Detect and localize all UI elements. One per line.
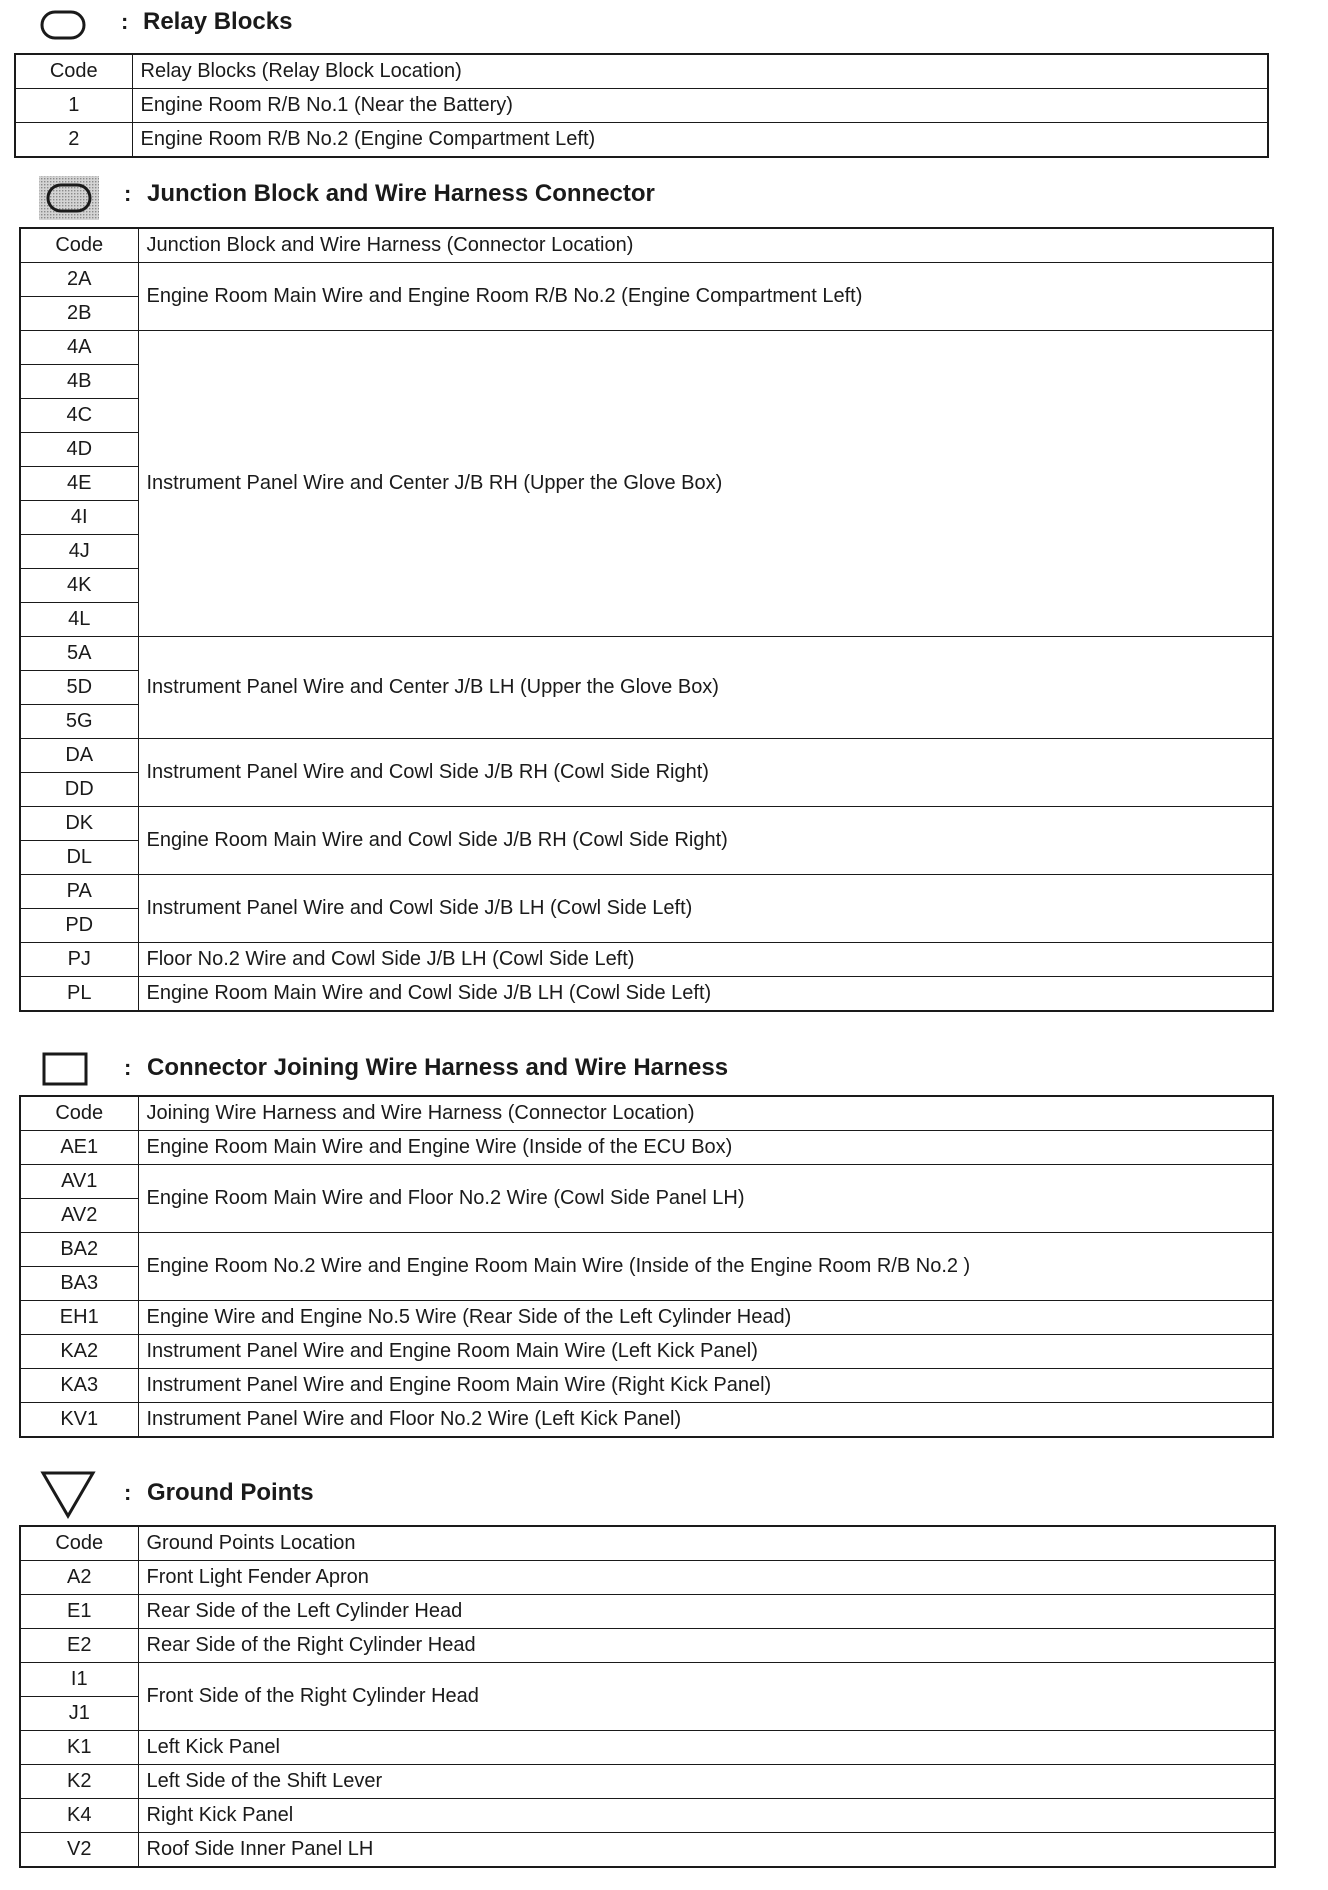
table-header-row [20,1526,1275,1561]
code-cell: 2B [20,297,138,331]
location-cell: Instrument Panel Wire and Engine Room Main Wire (Left Kick Panel) [138,1335,1273,1369]
table-row [20,875,1273,909]
heading-colon: : [124,181,132,206]
location-cell: Engine Room Main Wire and Engine Wire (Inside of the ECU Box) [138,1131,1273,1165]
code-cell: A2 [20,1561,138,1595]
table-header-row [20,228,1273,263]
connectors-table [19,1095,1274,1438]
code-cell: BA3 [20,1267,138,1301]
location-cell: Rear Side of the Right Cylinder Head [138,1629,1275,1663]
code-cell: 5A [20,637,138,671]
junction-blocks-table [19,227,1274,1012]
shaded-oval-icon [38,175,100,221]
ground-points-table [19,1525,1276,1868]
table-row [20,1369,1273,1403]
location-cell: Instrument Panel Wire and Cowl Side J/B RH (Cowl Side Right) [138,739,1273,807]
code-cell: 5D [20,671,138,705]
location-cell: Front Side of the Right Cylinder Head [138,1663,1275,1731]
code-cell: KA3 [20,1369,138,1403]
code-cell: EH1 [20,1301,138,1335]
code-cell: K2 [20,1765,138,1799]
location-cell: Instrument Panel Wire and Cowl Side J/B LH (Cowl Side Left) [138,875,1273,943]
location-cell: Engine Room Main Wire and Cowl Side J/B LH (Cowl Side Left) [138,977,1273,1012]
location-cell: Roof Side Inner Panel LH [138,1833,1275,1868]
code-cell: 4C [20,399,138,433]
code-cell: I1 [20,1663,138,1697]
code-cell: K1 [20,1731,138,1765]
code-cell: 4L [20,603,138,637]
ground-points-title: Ground Points [147,1479,314,1506]
location-cell: Engine Room Main Wire and Engine Room R/B No.2 (Engine Compartment Left) [138,263,1273,331]
table-row [20,807,1273,841]
code-cell: 4A [20,331,138,365]
table-row [20,1731,1275,1765]
code-cell: DL [20,841,138,875]
location-cell: Instrument Panel Wire and Center J/B RH (Upper the Glove Box) [138,331,1273,637]
junction-blocks-heading [0,170,1328,216]
relay-blocks-title: Relay Blocks [143,8,293,35]
relay-blocks-section [0,0,1328,150]
location-cell: Engine Wire and Engine No.5 Wire (Rear Side of the Left Cylinder Head) [138,1301,1273,1335]
code-cell: 4B [20,365,138,399]
code-cell: AV1 [20,1165,138,1199]
table-row [20,1833,1275,1868]
code-cell: 4I [20,501,138,535]
table-row [20,1561,1275,1595]
code-cell: 4D [20,433,138,467]
code-cell: KA2 [20,1335,138,1369]
code-cell: PJ [20,943,138,977]
code-cell: K4 [20,1799,138,1833]
header-code: Code [20,228,138,263]
table-row [20,1595,1275,1629]
connectors-section [0,1045,1328,1430]
code-cell: DK [20,807,138,841]
connectors-heading [0,1045,1328,1091]
table-header-row [20,1096,1273,1131]
code-cell: KV1 [20,1403,138,1438]
code-cell: 4E [20,467,138,501]
code-cell: 2 [15,123,132,158]
heading-colon: : [124,1055,132,1080]
location-cell: Instrument Panel Wire and Engine Room Main Wire (Right Kick Panel) [138,1369,1273,1403]
code-cell: 1 [15,89,132,123]
table-row [20,1165,1273,1199]
ground-points-heading [0,1468,1328,1514]
table-row [20,977,1273,1012]
code-cell: J1 [20,1697,138,1731]
code-cell: 2A [20,263,138,297]
code-cell: 5G [20,705,138,739]
code-cell: AE1 [20,1131,138,1165]
location-cell: Front Light Fender Apron [138,1561,1275,1595]
code-cell: E2 [20,1629,138,1663]
ground-points-section [0,1468,1328,1860]
location-cell: Engine Room Main Wire and Floor No.2 Wire (Cowl Side Panel LH) [138,1165,1273,1233]
location-cell: Instrument Panel Wire and Floor No.2 Wire (Left Kick Panel) [138,1403,1273,1438]
connectors-title: Connector Joining Wire Harness and Wire Harness [147,1054,729,1081]
heading-colon: : [121,9,129,34]
code-cell: E1 [20,1595,138,1629]
location-cell: Right Kick Panel [138,1799,1275,1833]
location-cell: Left Side of the Shift Lever [138,1765,1275,1799]
code-cell: AV2 [20,1199,138,1233]
relay-blocks-heading [0,0,1328,46]
header-code: Code [15,54,132,89]
code-cell: V2 [20,1833,138,1868]
location-cell: Instrument Panel Wire and Center J/B LH (Upper the Glove Box) [138,637,1273,739]
table-row [20,1629,1275,1663]
relay-blocks-table [14,53,1269,158]
header-code: Code [20,1526,138,1561]
code-cell: PL [20,977,138,1012]
table-row [20,739,1273,773]
header-location: Ground Points Location [138,1526,1275,1561]
table-row [20,943,1273,977]
table-row [20,1301,1273,1335]
code-cell: DD [20,773,138,807]
location-cell: Engine Room No.2 Wire and Engine Room Main Wire (Inside of the Engine Room R/B No.2 ) [138,1233,1273,1301]
header-location: Joining Wire Harness and Wire Harness (Connector Location) [138,1096,1273,1131]
location-cell: Left Kick Panel [138,1731,1275,1765]
location-cell: Floor No.2 Wire and Cowl Side J/B LH (Cowl Side Left) [138,943,1273,977]
table-row [20,331,1273,365]
square-outline-icon [42,1052,88,1086]
heading-colon: : [124,1480,132,1505]
junction-blocks-title: Junction Block and Wire Harness Connector [147,180,655,207]
table-row [15,123,1268,158]
location-cell: Engine Room R/B No.1 (Near the Battery) [132,89,1268,123]
code-cell: 4K [20,569,138,603]
inverted-triangle-icon [40,1470,96,1520]
table-row [20,1335,1273,1369]
header-location: Junction Block and Wire Harness (Connector Location) [138,228,1273,263]
table-row [20,1403,1273,1438]
table-header-row [15,54,1268,89]
header-code: Code [20,1096,138,1131]
location-cell: Engine Room Main Wire and Cowl Side J/B RH (Cowl Side Right) [138,807,1273,875]
code-cell: PD [20,909,138,943]
code-cell: BA2 [20,1233,138,1267]
table-row [15,89,1268,123]
oval-outline-icon [40,10,86,40]
location-cell: Rear Side of the Left Cylinder Head [138,1595,1275,1629]
table-row [20,1799,1275,1833]
table-row [20,1131,1273,1165]
junction-blocks-section [0,170,1328,1004]
table-row [20,637,1273,671]
code-cell: 4J [20,535,138,569]
table-row [20,1765,1275,1799]
table-row [20,1663,1275,1697]
code-cell: PA [20,875,138,909]
code-cell: DA [20,739,138,773]
table-row [20,1233,1273,1267]
table-row [20,263,1273,297]
header-location: Relay Blocks (Relay Block Location) [132,54,1268,89]
location-cell: Engine Room R/B No.2 (Engine Compartment Left) [132,123,1268,158]
